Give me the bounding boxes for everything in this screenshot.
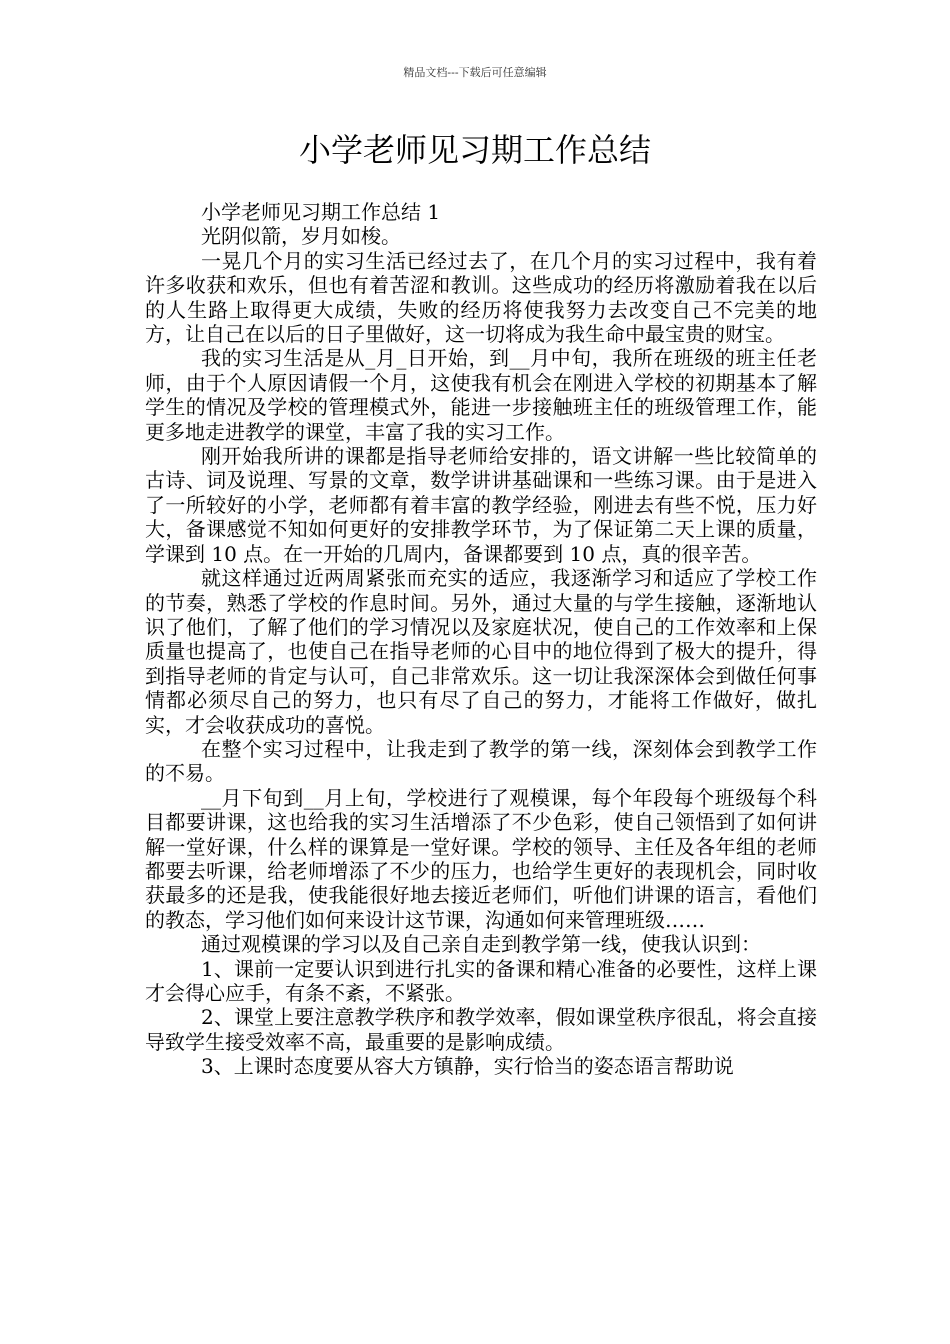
paragraph: 一晃几个月的实习生活已经过去了，在几个月的实习过程中，我有着许多收获和欢乐，但也有着苦涩和教训。这些成功的经历将激励着我在以后的人生路上取得更大成绩，失败的经历将使我努力去改变自己不完美的地方，让自己在以后的日子里做好，这一切将成为我生命中最宝贵的财宝。	[145, 248, 817, 347]
paragraph: 刚开始我所讲的课都是指导老师给安排的，语文讲解一些比较简单的古诗、词及说理、写景的文章，数学讲讲基础课和一些练习课。由于是进入了一所较好的小学，老师都有着丰富的教学经验，刚进去有些不悦，压力好大，备课感觉不知如何更好的安排教学环节，为了保证第二天上课的质量，学课到 10 点。在一开始的几周内，备课都要到 10 点，真的很辛苦。	[145, 444, 817, 566]
paragraph: 光阴似箭，岁月如梭。	[201, 224, 401, 249]
document-title: 小学老师见习期工作总结	[298, 131, 651, 169]
paragraph: 我的实习生活是从_月_日开始，到__月中旬，我所在班级的班主任老师，由于个人原因请假一个月，这使我有机会在刚进入学校的初期基本了解学生的情况及学校的管理模式外，能进一步接触班主任的班级管理工作，能更多地走进教学的课堂，丰富了我的实习工作。	[145, 346, 817, 444]
paragraph: 3、上课时态度要从容大方镇静，实行恰当的姿态语言帮助说	[201, 1054, 734, 1079]
paragraph: 通过观模课的学习以及自己亲自走到教学第一线，使我认识到：	[201, 932, 761, 957]
paragraph: 在整个实习过程中，让我走到了教学的第一线，深刻体会到教学工作的不易。	[145, 736, 817, 786]
page-header-note: 精品文档---下载后可任意编辑	[403, 66, 547, 79]
paragraph: 就这样通过近两周紧张而充实的适应，我逐渐学习和适应了学校工作的节奏，熟悉了学校的作息时间。另外，通过大量的与学生接触，逐渐地认识了他们，了解了他们的学习情况以及家庭状况，使自己的工作效率和上保质量也提高了，也使自己在指导老师的心目中的地位得到了极大的提升，得到指导老师的肯定与认可，自己非常欢乐。这一切让我深深体会到做任何事情都必须尽自己的努力，也只有尽了自己的努力，才能将工作做好，做扎实，才会收获成功的喜悦。	[145, 566, 817, 737]
document-body	[145, 200, 817, 1079]
paragraph: __月下旬到__月上旬，学校进行了观模课，每个年段每个班级每个科目都要讲课，这也给我的实习生活增添了不少色彩，使自己领悟到了如何讲解一堂好课，什么样的课算是一堂好课。学校的领导、主任及各年组的老师都要去听课，给老师增添了不少的压力，也给学生更好的表现机会，同时收获最多的还是我，使我能很好地去接近老师们，听他们讲课的语言，看他们的教态，学习他们如何来设计这节课，沟通如何来管理班级……	[145, 785, 817, 932]
paragraph: 2、课堂上要注意教学秩序和教学效率，假如课堂秩序很乱，将会直接导致学生接受效率不高，最重要的是影响成绩。	[145, 1005, 817, 1054]
paragraph: 小学老师见习期工作总结 1	[201, 200, 441, 224]
paragraph: 1、课前一定要认识到进行扎实的备课和精心准备的必要性，这样上课才会得心应手，有条不紊，不紧张。	[145, 956, 817, 1005]
